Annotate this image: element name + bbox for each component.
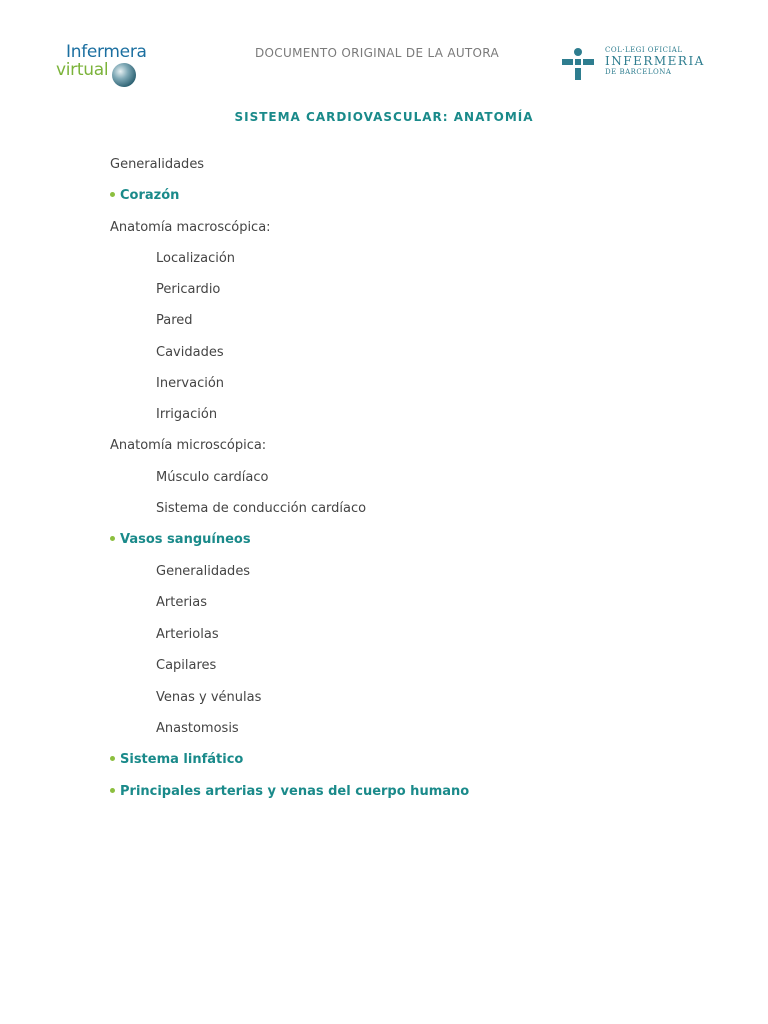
bullet-icon: [110, 536, 115, 541]
toc-item[interactable]: Cavidades: [156, 345, 224, 360]
coib-logo[interactable]: [560, 44, 710, 84]
logo-right-line2: INFERMERIA: [605, 54, 705, 68]
toc-macro-label: Anatomía macroscópica:: [110, 220, 271, 235]
toc-heading-corazon[interactable]: [110, 188, 179, 204]
toc-item[interactable]: Inervación: [156, 376, 225, 391]
toc-micro-label: Anatomía microscópica:: [110, 438, 267, 453]
toc-heading-linfatico[interactable]: [110, 752, 243, 768]
logo-left-line1: Infermera: [66, 42, 147, 62]
bullet-icon: [110, 788, 115, 793]
toc-item[interactable]: Anastomosis: [156, 721, 239, 736]
section-title: SISTEMA CARDIOVASCULAR: ANATOMÍA: [234, 110, 534, 124]
logo-right-line1: COL·LEGI OFICIAL: [605, 46, 683, 54]
toc-item[interactable]: Localización: [156, 251, 236, 266]
toc-item[interactable]: Arterias: [156, 595, 208, 610]
bullet-icon: [110, 756, 115, 761]
toc-item[interactable]: Sistema de conducción cardíaco: [156, 501, 367, 516]
toc-item[interactable]: Pericardio: [156, 282, 221, 297]
toc-item[interactable]: Pared: [156, 313, 193, 328]
bullet-icon: [110, 192, 115, 197]
logo-right-line3: DE BARCELONA: [605, 68, 672, 76]
cross-icon: [560, 46, 596, 82]
toc-heading-label: Corazón: [120, 188, 180, 203]
toc-item[interactable]: Generalidades: [156, 564, 251, 579]
toc-item[interactable]: Capilares: [156, 658, 217, 673]
toc-item[interactable]: Irrigación: [156, 407, 218, 422]
toc-generalidades[interactable]: Generalidades: [110, 157, 205, 172]
toc-item[interactable]: Venas y vénulas: [156, 690, 262, 705]
toc-item[interactable]: Arteriolas: [156, 627, 219, 642]
page-header: [0, 0, 768, 100]
toc-heading-label: Principales arterias y venas del cuerpo humano: [120, 784, 470, 799]
toc-heading-vasos[interactable]: [110, 532, 251, 548]
toc-heading-label: Vasos sanguíneos: [120, 532, 251, 547]
toc-heading-principales[interactable]: [110, 784, 469, 800]
document-title: DOCUMENTO ORIGINAL DE LA AUTORA: [255, 46, 499, 60]
toc-item[interactable]: Músculo cardíaco: [156, 470, 269, 485]
globe-icon: [111, 62, 137, 88]
logo-left-line2: virtual: [56, 60, 109, 80]
toc-heading-label: Sistema linfático: [120, 752, 244, 767]
